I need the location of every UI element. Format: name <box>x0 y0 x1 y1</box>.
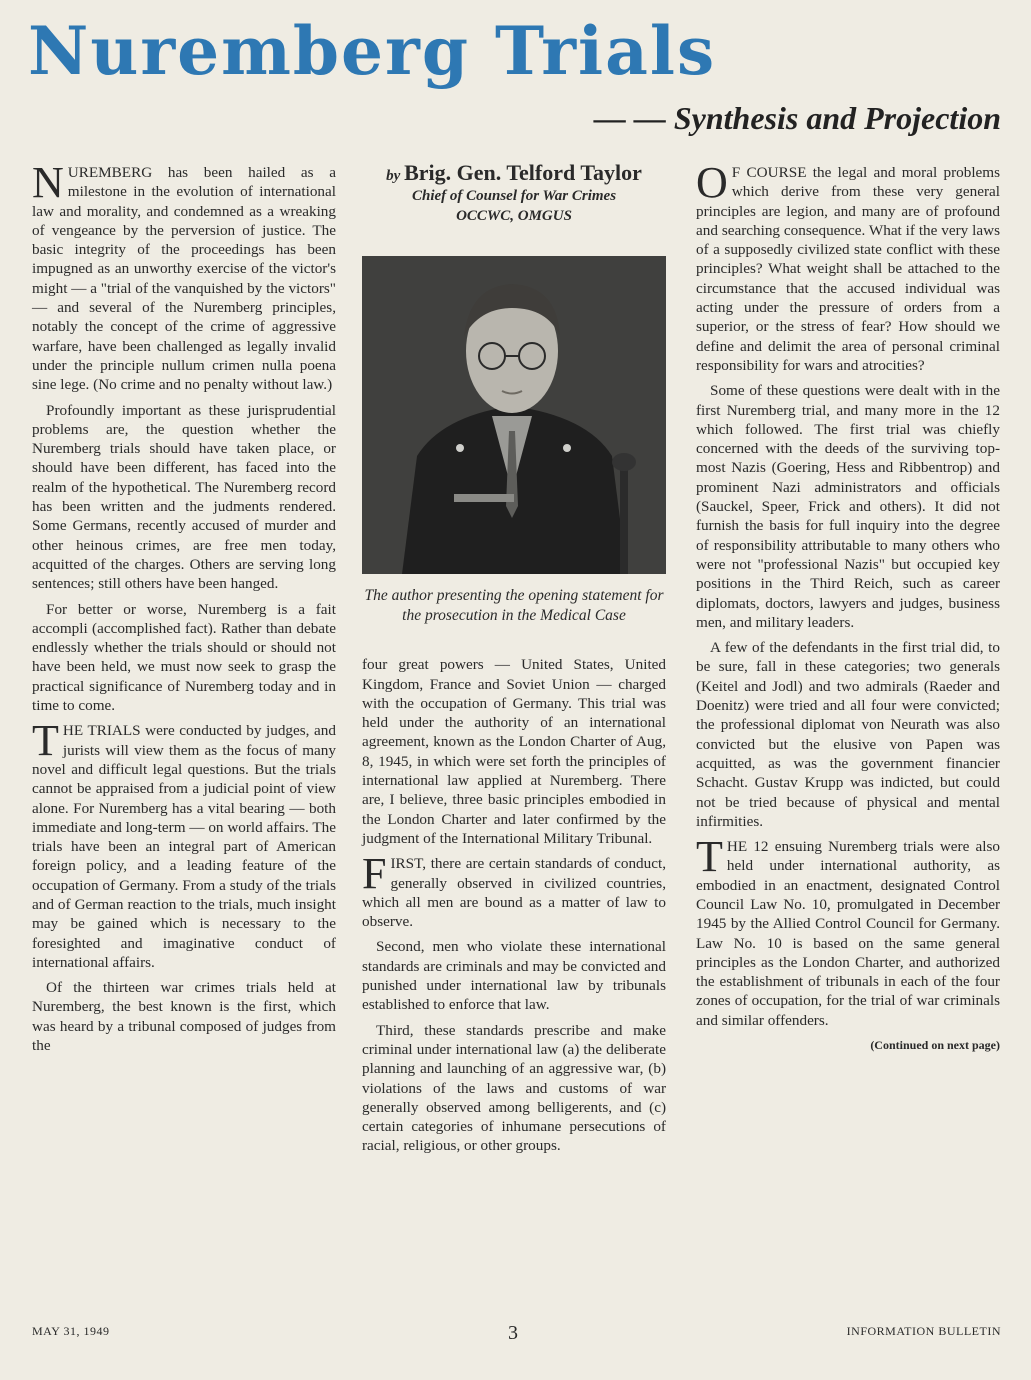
paragraph: Some of these questions were dealt with in the first Nuremberg trial, and many more in the 12 which followed. The first trial was chiefly concerned with the deeds of the surviving top-most Nazis (Goering, Hess and Ribbentrop) and prominent Nazi administrators and officials (Sauckel, Speer, Frick and others). It did not furnish the basis for full inquiry into the degree of responsibility attributable to many others who were not "professional Nazis" but occupied key positions in the Third Reich, such as career diplomats, doctors, lawyers and judges, business men, and military leaders. <box>696 382 1000 631</box>
article-column-1 <box>32 158 336 1061</box>
byline-by: by <box>386 168 401 184</box>
continued-note: (Continued on next page) <box>870 1038 1000 1053</box>
author-portrait-image <box>362 256 666 574</box>
byline-role-line-1: Chief of Counsel for War Crimes <box>411 188 617 205</box>
article-title: Nuremberg Trials <box>28 12 717 90</box>
paragraph: A few of the defendants in the first trial did, to be sure, fall in these categories; two generals (Keitel and Jodl) and two admirals (Raeder and Doenitz) were tried and all four were convicted; the professional diplomat von Neurath was also convicted but the elusive von Papen was acquitted, as was the government financier Schacht. Gustav Krupp was indicted, but could not be tried because of physical and mental infirmities. <box>696 639 1000 830</box>
article-subtitle: — — Synthesis and Projection <box>593 100 1001 136</box>
paragraph: NUREMBERG has been hailed as a milestone in the evolution of international law and morality, and condemned as a wreaking of vengeance by the perversion of justice. The basic integrity of the proceedings has been impugned as an unworthy exercise of the victor's might — a "trial of the vanquished by the victors" — and several of the Nuremberg principles, notably the concept of the crime of aggressive warfare, have been challenged as legally invalid under the principle nullum crimen nulla poena sine lege. (No crime and no penalty without law.) <box>32 158 336 394</box>
author-photo <box>362 256 666 574</box>
page-number: 3 <box>508 1322 519 1344</box>
paragraph: OF COURSE the legal and moral problems which derive from these very general principles are legion, and many are of profound and searching consequence. What if the very laws of a supposedly civilized state conflict with these principles? What weight shall be attached to the circumstance that the accused individual was acting under the pressure of orders from a superior, or the stress of fear? How should we define and delimit the area of personal criminal responsibility for wars and atrocities? <box>696 158 1000 374</box>
paragraph: Third, these standards prescribe and make criminal under international law (a) the deliberate planning and launching of an aggressive war, (b) violations of the laws and customs of war generally observed among belligerents, and (c) certain categories of inhumane persecutions of racial, religious, or other groups. <box>362 1021 666 1155</box>
byline <box>362 160 666 226</box>
paragraph: THE 12 ensuing Nuremberg trials were also held under international authority, as embodied in an enactment, designated Control Council Law No. 10, promulgated in December 1945 by the Allied Control Council for Germany. Law No. 10 is based on the same general principles as the London Charter, and authorized the establishment of tribunals in each of the four zones of occupation, for the trial of war criminals and similar offenders. <box>696 832 1000 1029</box>
byline-author: Brig. Gen. Telford Taylor <box>404 160 642 185</box>
photo-caption: The author presenting the opening statement for the prosecution in the Medical Case <box>364 587 664 624</box>
paragraph: Profoundly important as these jurisprudential problems are, the question whether the Nuremberg trials should have taken place, or should have been different, has faced into the realm of the hypothetical. The Nuremberg record has been written and the judments rendered. Some Germans, recently accused of murder and other heinous crimes, are free men today, acquitted of the charges. Others are serving long sentences; still others have been hanged. <box>32 401 336 593</box>
article-column-3 <box>696 158 1000 1055</box>
paragraph: THE TRIALS were conducted by judges, and jurists will view them as the focus of many novel and difficult legal questions. But the trials cannot be appraised from a judicial point of view alone. For Nuremberg has a vital bearing — both immediate and long-term — on world affairs. The trials have been an integral part of American foreign policy, and a leading feature of the occupation of Germany. From a study of the trials and of German reaction to the trials, much insight may be gained which is necessary to the foresighted and imaginative conduct of international affairs. <box>32 716 336 971</box>
publication-name: INFORMATION BULLETIN <box>846 1324 1001 1338</box>
paragraph: Second, men who violate these international standards are criminals and may be convicted and punished under international law by tribunals established to enforce that law. <box>362 938 666 1014</box>
paragraph: FIRST, there are certain standards of conduct, generally observed in civilized countries, which all men are bound as a matter of law to observe. <box>362 849 666 931</box>
paragraph: Of the thirteen war crimes trials held at Nuremberg, the best known is the first, which was heard by a tribunal composed of judges from the <box>32 979 336 1055</box>
byline-role-line-2: OCCWC, OMGUS <box>456 208 572 225</box>
article-column-2 <box>362 160 666 1162</box>
paragraph: four great powers — United States, United Kingdom, France and Soviet Union — charged with the occupation of Germany. This trial was held under the authority of an international agreement, known as the London Charter of Aug, 8, 1945, in which were set forth the principles of international law applied at Nuremberg. There are, I believe, three basic principles embodied in the London Charter and later confirmed by the judgment of the International Military Tribunal. <box>362 656 666 847</box>
paragraph: For better or worse, Nuremberg is a fait accompli (accomplished fact). Rather than debate endlessly whether the trials should or should not have been held, we must now seek to grasp the practical significance of Nuremberg today and in time to come. <box>32 600 336 715</box>
footer-date: MAY 31, 1949 <box>32 1324 110 1338</box>
